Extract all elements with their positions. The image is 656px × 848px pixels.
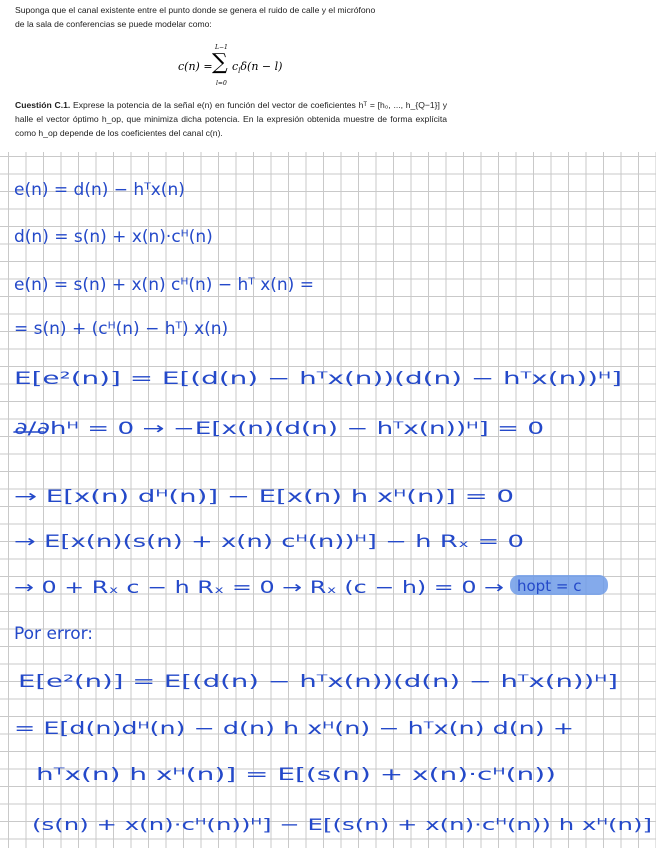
hw-line-1: e(n) = d(n) − hᵀx(n): [14, 180, 185, 200]
hw-line-8: → E[x(n)(s(n) + x(n) cᴴ(n))ᴴ] − h Rₓ = 0: [14, 532, 524, 552]
question-line-3: obtenida muestre de forma explícita como h_op depende de los coeficientes del canal c(n).: [15, 114, 447, 138]
formula-upper-limit: L−1: [215, 44, 228, 51]
formula-term-sub: l: [238, 67, 241, 76]
intro-line-2: de la sala de conferencias se puede modelar como:: [15, 19, 212, 29]
hw-line-9: → 0 + Rₓ c − h Rₓ = 0 → Rₓ (c − h) = 0 →: [14, 578, 504, 598]
question-paragraph: [15, 98, 447, 140]
question-label: Cuestión C.1.: [15, 100, 71, 110]
hopt-highlight-text: hopt = c: [517, 577, 582, 595]
hw-line-2: d(n) = s(n) + x(n)·cᴴ(n): [14, 227, 213, 247]
question-line-2: [h₀, ..., h_{Q−1}] y halle el vector óptimo h_op, que minimiza dicha potencia. En la expresión: [15, 100, 447, 124]
hw-line-4: = s(n) + (cᴴ(n) − hᵀ) x(n): [14, 319, 229, 339]
formula-term-c: c: [232, 60, 239, 73]
intro-line-1: Suponga que el canal existente entre el punto donde se genera el ruido de calle y el micrófono: [15, 5, 376, 15]
printed-problem-statement: [0, 0, 656, 152]
hw-line-12: = E[d(n)dᴴ(n) − d(n) h xᴴ(n) − hᵀx(n) d(n) +: [14, 719, 574, 739]
formula-lower-limit: l=0: [216, 80, 227, 87]
hw-line-11: E[e²(n)] = E[(d(n) − hᵀx(n))(d(n) − hᵀx(n))ᴴ]: [18, 672, 618, 692]
question-line-1: Exprese la potencia de la señal e(n) en función del vector de coeficientes hᵀ =: [73, 100, 375, 110]
formula-lhs: c(n) =: [178, 60, 213, 73]
formula-sum-symbol: ∑: [212, 50, 228, 75]
channel-formula: [150, 46, 330, 96]
formula-term: [232, 60, 282, 75]
hw-line-5: E[e²(n)] = E[(d(n) − hᵀx(n))(d(n) − hᵀx(n))ᴴ]: [14, 369, 622, 389]
hw-line-10: Por error:: [14, 624, 94, 644]
handwritten-notes-grid: [0, 152, 656, 848]
hw-line-6: ∂/∂hᴴ = 0 → −E[x(n)(d(n) − hᵀx(n))ᴴ] = 0: [14, 419, 544, 439]
handwriting-layer: [0, 152, 656, 848]
hw-line-3: e(n) = s(n) + x(n) cᴴ(n) − hᵀ x(n) =: [14, 275, 314, 295]
hw-line-7: → E[x(n) dᴴ(n)] − E[x(n) h xᴴ(n)] = 0: [14, 487, 514, 507]
intro-paragraph: [15, 3, 455, 31]
hw-line-13: hᵀx(n) h xᴴ(n)] = E[(s(n) + x(n)·cᴴ(n)): [36, 765, 556, 785]
formula-term-rest: δ(n − l): [240, 60, 283, 73]
hw-line-14: (s(n) + x(n)·cᴴ(n))ᴴ] − E[(s(n) + x(n)·cᴴ(n)) h xᴴ(n)]: [32, 815, 652, 834]
